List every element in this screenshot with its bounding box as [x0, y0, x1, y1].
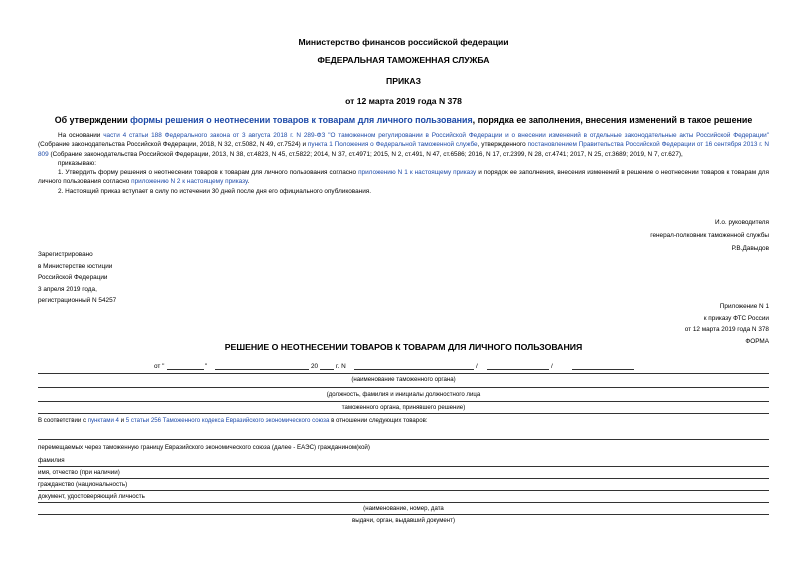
- number-field-3[interactable]: [572, 362, 634, 370]
- signature-rank: генерал-полковник таможенной службы: [650, 232, 769, 239]
- basis-text-3: , утвержденного: [477, 141, 528, 149]
- citizen-line[interactable]: [38, 466, 769, 467]
- registration-line-2: в Министерстве юстиции: [38, 262, 113, 270]
- appendix-line-1: Приложение N 1: [719, 303, 769, 310]
- item-1-link-appendix-1[interactable]: приложению N 1 к настоящему приказу: [358, 169, 477, 177]
- label-moved-through-border: перемещаемых через таможенную границу Евразийского экономического союза (далее - ЕАЭС) гражданином(кой): [38, 444, 370, 451]
- doc-title-link[interactable]: формы решения о неотнесении товаров к товарам для личного пользования: [130, 115, 473, 125]
- item-1-text-b: и порядок ее заполнения, внесения изменений в решение о неотнесении товаров к товарам для личного пользования согласно: [38, 169, 769, 186]
- year-field[interactable]: [320, 362, 334, 370]
- service-title: ФЕДЕРАЛЬНАЯ ТАМОЖЕННАЯ СЛУЖБА: [317, 55, 490, 65]
- caption-official-2: таможенного органа, принявшего решение): [341, 404, 466, 411]
- label-citizenship: гражданство (национальность): [38, 481, 128, 488]
- goods-line[interactable]: [38, 439, 769, 440]
- basis-link-regulation[interactable]: пункта 1 Положения о Федеральной таможенной службе: [307, 141, 478, 149]
- order-body: [38, 131, 769, 196]
- appendix-line-3: от 12 марта 2019 года N 378: [684, 326, 769, 333]
- citizenship-line[interactable]: [38, 490, 769, 491]
- number-slash-2: /: [551, 363, 553, 370]
- signature-name: Р.В.Давыдов: [731, 245, 769, 252]
- label-name: имя, отчество (при наличии): [38, 469, 120, 476]
- basis-text-1: На основании: [58, 132, 104, 139]
- link-item-4[interactable]: пунктами 4: [87, 417, 119, 424]
- appendix-line-2: к приказу ФТС России: [703, 314, 769, 322]
- date-quote: ": [205, 363, 208, 370]
- basis-link-law-289[interactable]: части 4 статьи 188 Федерального закона от 3 августа 2018 г. N 289-ФЗ "О таможенном регулировании в Российской Федерации и о внесении изменений в отдельные законодательные акты Российской Федерации": [103, 132, 769, 139]
- number-prefix: г. N: [336, 363, 346, 370]
- ministry-title: Министерство финансов российской федерации: [298, 37, 509, 47]
- caption-customs-name: (наименование таможенного органа): [351, 376, 456, 383]
- signature-position: И.о. руководителя: [715, 219, 769, 226]
- form-basis-text-b: и: [118, 417, 126, 424]
- official-line-1[interactable]: [38, 387, 769, 388]
- caption-issued: выдачи, орган, выдавший документ): [351, 517, 455, 524]
- item-1-text-a: 1. Утвердить форму решения о неотнесении товаров к товарам для личного пользования согласно: [58, 169, 359, 177]
- registration-line-1: Зарегистрировано: [38, 251, 93, 258]
- doc-title: [0, 114, 807, 127]
- registration-line-3: Российской Федерации: [38, 274, 108, 282]
- form-title: РЕШЕНИЕ О НЕОТНЕСЕНИИ ТОВАРОВ К ТОВАРАМ ДЛЯ ЛИЧНОГО ПОЛЬЗОВАНИЯ: [224, 342, 583, 352]
- basis-link-government-decree[interactable]: постановлением Правительства Российской Федерации от 16 сентября 2013 г. N 809: [38, 141, 770, 158]
- item-2: 2. Настоящий приказ вступает в силу по истечении 30 дней после дня его официального опубликования.: [58, 187, 372, 195]
- label-surname: фамилия: [38, 457, 65, 464]
- official-line-2[interactable]: [38, 401, 769, 402]
- basis-text-2: (Собрание законодательства Российской Федерации, 2018, N 32, ст.5082, N 49, ст.7524) и: [38, 141, 308, 149]
- month-field[interactable]: [215, 362, 309, 370]
- appendix-form-label: ФОРМА: [745, 337, 769, 345]
- form-basis-text: [38, 417, 769, 426]
- basis-text-4: (Собрание законодательства Российской Федерации, 2013, N 38, ст.4823, N 45, ст.5822; 2014, N 37, ст.4971; 2015, N 2, ст.491, N 47, ст.6586; 2016, N 17, ст.2399, N 28, ст.4741; 2017, N 25, ст.3689; 2019, N 7, ст.627),: [48, 150, 683, 158]
- item-1-link-appendix-2[interactable]: приложению N 2 к настоящему приказу: [131, 178, 248, 186]
- identity-document-line[interactable]: [38, 502, 769, 503]
- number-field-2[interactable]: [487, 362, 549, 370]
- registration-line-4: 3 апреля 2019 года,: [38, 285, 97, 293]
- registration-block: [38, 249, 338, 307]
- document-details-line[interactable]: [38, 514, 769, 515]
- item-1-text-c: .: [247, 178, 250, 186]
- order-word: приказываю:: [58, 159, 96, 167]
- number-field-1[interactable]: [354, 362, 474, 370]
- caption-document: (наименование, номер, дата: [363, 505, 444, 512]
- year-prefix: 20: [311, 363, 319, 370]
- link-customs-code[interactable]: 5 статьи 256 Таможенного кодекса Евразийского экономического союза: [125, 417, 330, 424]
- doc-title-prefix: Об утверждении: [54, 115, 131, 125]
- basis-paragraph: [38, 131, 769, 159]
- date-prefix: от ": [154, 363, 165, 370]
- registration-number: регистрационный N 54257: [38, 297, 117, 305]
- day-field[interactable]: [167, 362, 204, 370]
- customs-name-line[interactable]: [38, 373, 769, 374]
- number-slash-1: /: [476, 363, 478, 370]
- caption-official: (должность, фамилия и инициалы должностного лица: [326, 391, 481, 398]
- doc-type: ПРИКАЗ: [386, 76, 421, 86]
- name-line[interactable]: [38, 478, 769, 479]
- form-basis-text-c: в отношении следующих товаров:: [329, 417, 428, 424]
- official-line-3: [38, 413, 769, 414]
- doc-date-number: от 12 марта 2019 года N 378: [345, 96, 462, 106]
- signature-block: [469, 216, 769, 255]
- label-identity-document: документ, удостоверяющий личность: [38, 493, 145, 500]
- form-basis-text-a: В соответствии с: [38, 417, 88, 424]
- doc-title-suffix: , порядка ее заполнения, внесения изменений в такое решение: [472, 115, 753, 125]
- item-1: [38, 168, 769, 187]
